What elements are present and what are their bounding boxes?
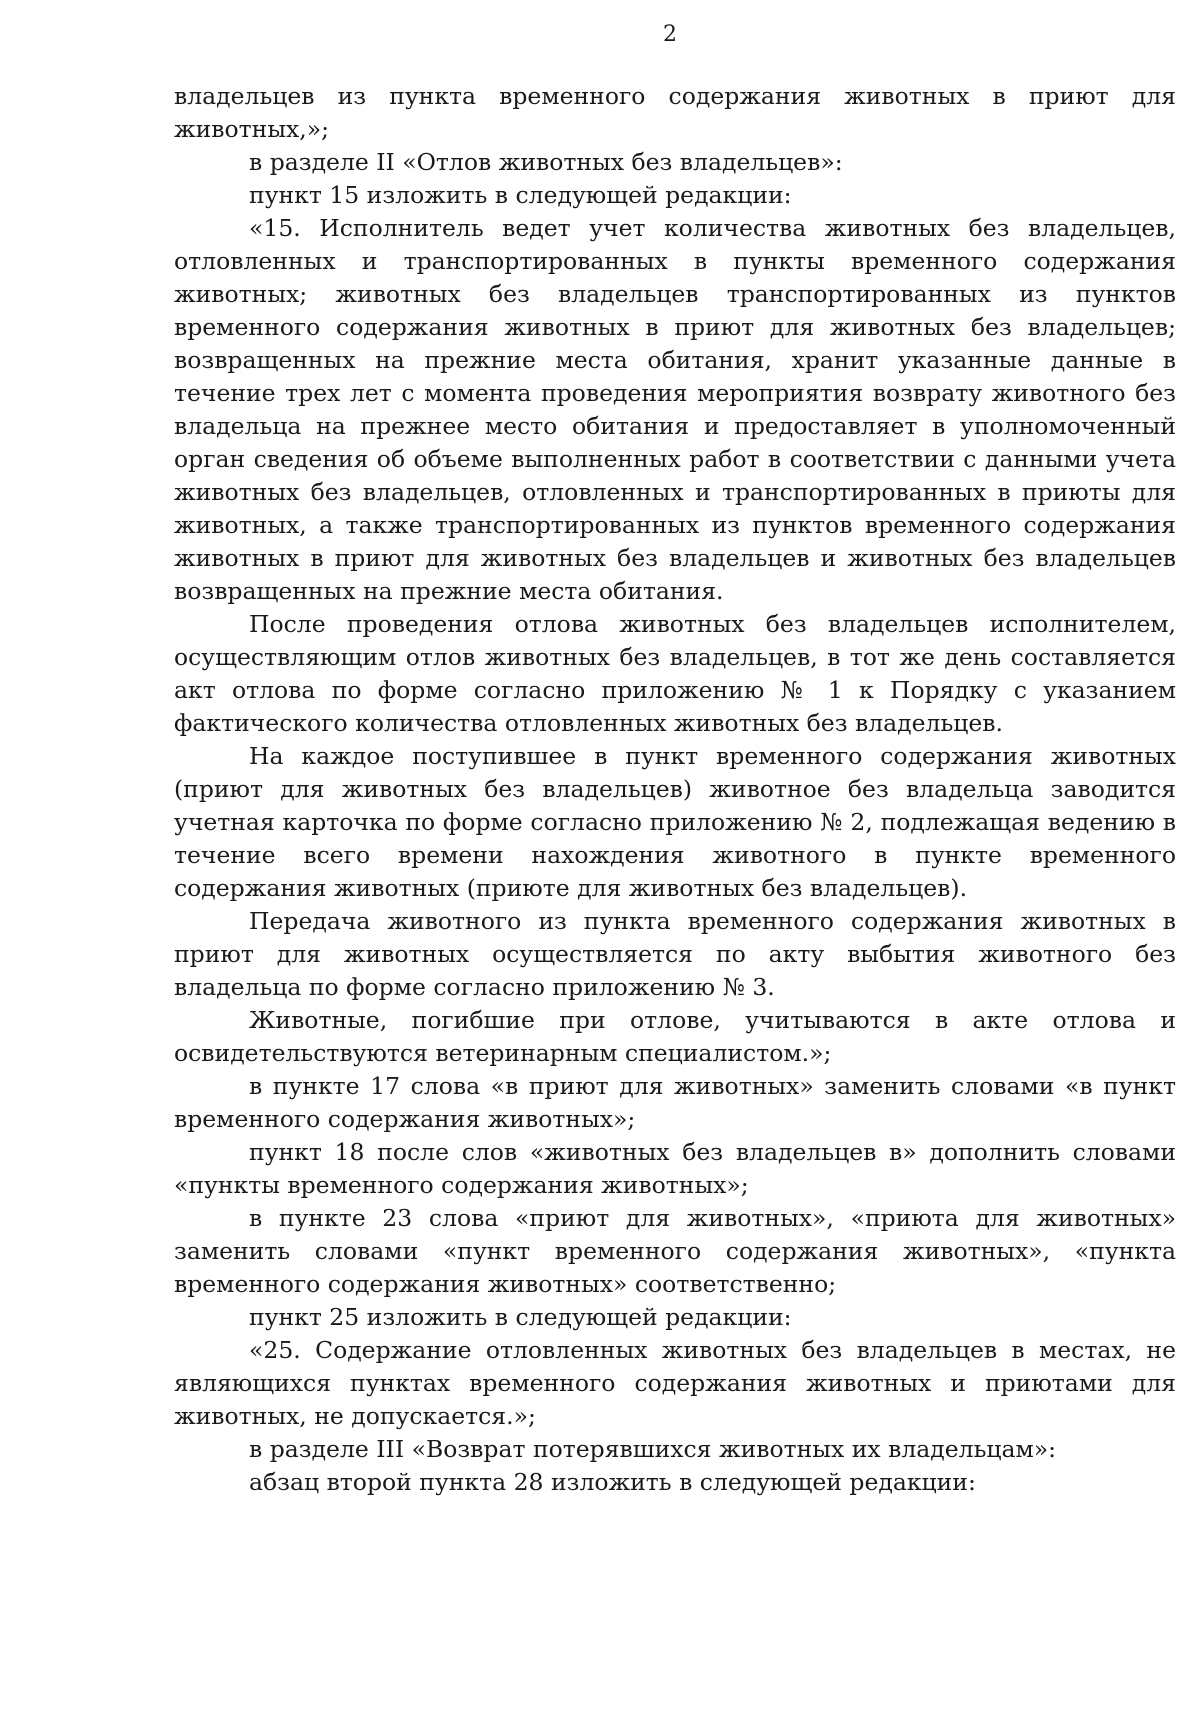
paragraph: владельцев из пункта временного содержания животных в приют для животных,»; [174,82,1176,143]
document-body [174,80,1176,1499]
paragraph: Передача животного из пункта временного содержания животных в приют для животных осуществляется по акту выбытия животного без владельца по форме согласно приложению № 3. [174,907,1176,1001]
paragraph: Животные, погибшие при отлове, учитываются в акте отлова и освидетельствуются ветеринарным специалистом.»; [174,1006,1176,1067]
paragraph: «15. Исполнитель ведет учет количества животных без владельцев, отловленных и транспортированных в пункты временного содержания животных; животных без владельцев транспортированных из пунктов временного содержания животных в приют для животных без владельцев; возвращенных на прежние места обитания, хранит указанные данные в течение трех лет с момента проведения мероприятия возврату животного без владельца на прежнее место обитания и предоставляет в уполномоченный орган сведения об объеме выполненных работ в соответствии с данными учета животных без владельцев, отловленных и транспортированных в приюты для животных, а также транспортированных из пунктов временного содержания животных в приют для животных без владельцев и животных без владельцев возвращенных на прежние места обитания. [174,214,1176,605]
paragraph: пункт 18 после слов «животных без владельцев в» дополнить словами «пункты временного содержания животных»; [174,1138,1176,1199]
paragraph: в пункте 17 слова «в приют для животных» заменить словами «в пункт временного содержания животных»; [174,1072,1176,1133]
paragraph: «25. Содержание отловленных животных без владельцев в местах, не являющихся пунктах временного содержания животных и приютами для животных, не допускается.»; [174,1336,1176,1430]
paragraph: После проведения отлова животных без владельцев исполнителем, осуществляющим отлов животных без владельцев, в тот же день составляется акт отлова по форме согласно приложению № 1 к Порядку с указанием фактического количества отловленных животных без владельцев. [174,610,1176,737]
page-number: 2 [663,22,677,47]
paragraph: в разделе II «Отлов животных без владельцев»: [249,148,843,176]
paragraph: абзац второй пункта 28 изложить в следующей редакции: [249,1468,976,1496]
paragraph: в пункте 23 слова «приют для животных», «приюта для животных» заменить словами «пункт временного содержания животных», «пункта временного содержания животных» соответственно; [174,1204,1176,1298]
paragraph: На каждое поступившее в пункт временного содержания животных (приют для животных без владельцев) животное без владельца заводится учетная карточка по форме согласно приложению № 2, подлежащая ведению в течение всего времени нахождения животного в пункте временного содержания животных (приюте для животных без владельцев). [174,742,1176,902]
paragraph: в разделе III «Возврат потерявшихся животных их владельцам»: [249,1435,1057,1463]
paragraph: пункт 25 изложить в следующей редакции: [249,1303,792,1331]
paragraph: пункт 15 изложить в следующей редакции: [249,181,792,209]
